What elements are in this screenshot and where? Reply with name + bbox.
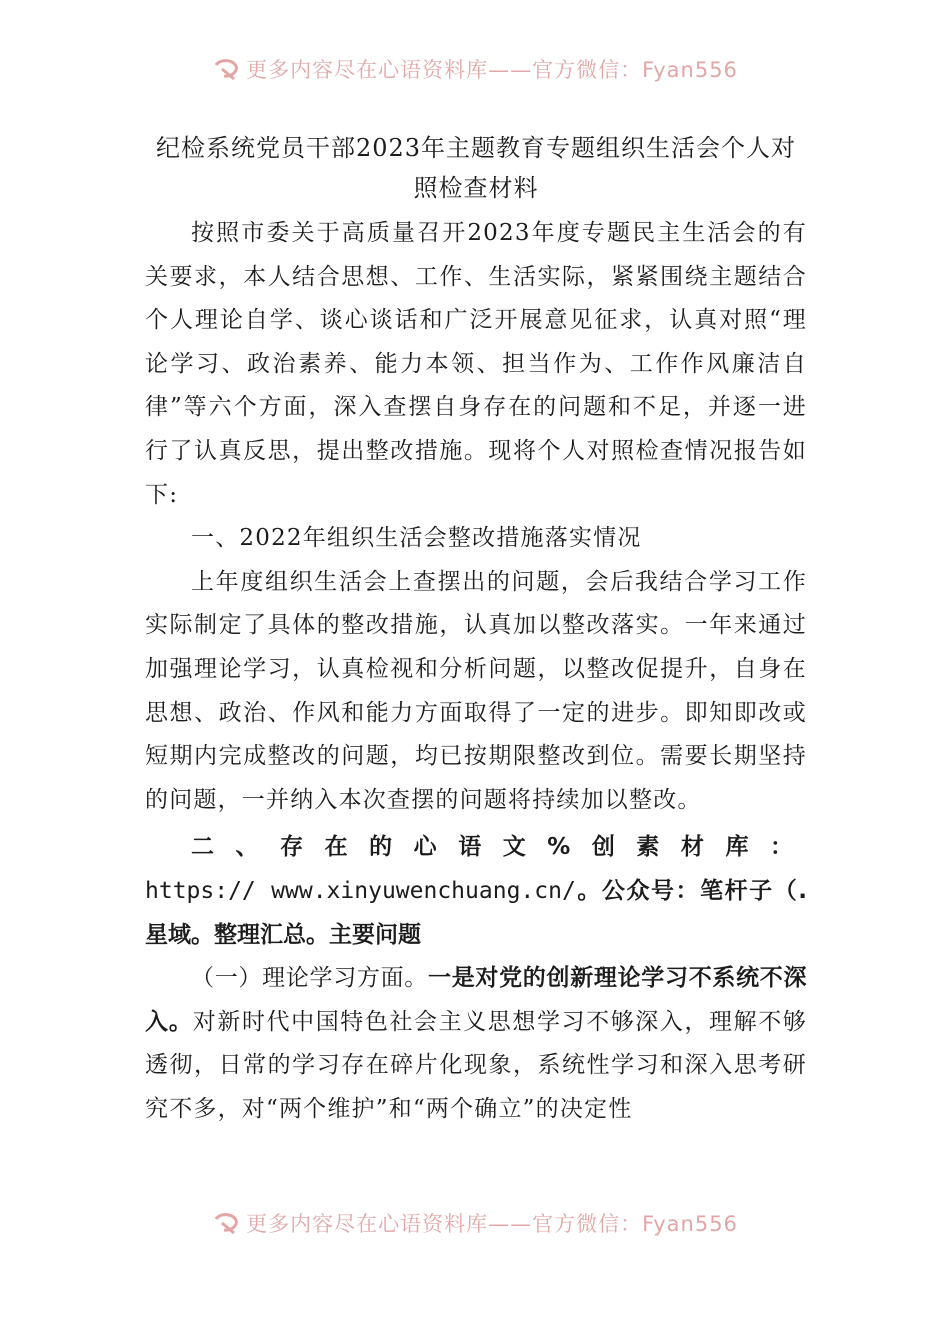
document-title: 纪检系统党员干部2023年主题教育专题组织生活会个人对照检查材料 <box>155 134 797 202</box>
subsection-1 <box>145 957 807 1131</box>
watermark-logo-icon <box>212 57 242 83</box>
watermark-header <box>0 52 950 86</box>
section-2-heading-suffix: 。公众号：笔杆子（.星域。整理汇总。主要问题 <box>145 877 807 948</box>
section-2-heading <box>145 826 807 957</box>
subsection-1-body: 对新时代中国特色社会主义思想学习不够深入，理解不够透彻，日常的学习存在碎片化现象，系统性学习和深入思考研究不多，对“两个维护”和“两个确立”的决定性 <box>145 1008 808 1122</box>
section-2-heading-url: https:// www.xinyuwenchuang.cn/ <box>145 877 576 904</box>
section-1-heading: 一、2022年组织生活会整改措施落实情况 <box>191 525 642 552</box>
watermark-text: 更多内容尽在心语资料库——官方微信：Fyan556 <box>246 1212 738 1236</box>
watermark-footer <box>0 1206 950 1240</box>
subsection-1-lead: （一）理论学习方面。 <box>191 965 428 992</box>
watermark-logo-icon <box>212 1211 242 1237</box>
watermark-text: 更多内容尽在心语资料库——官方微信：Fyan556 <box>246 58 738 82</box>
document-page <box>145 128 807 1131</box>
section-2-heading-text: 二、存在的心语文%创素材库： <box>191 834 807 861</box>
subsection-1-bold: 一是对党的创新理论学习不系统不深入。 <box>145 965 808 1035</box>
section-1-body: 上年度组织生活会上查摆出的问题，会后我结合学习工作实际制定了具体的整改措施，认真加以整改落实。一年来通过加强理论学习，认真检视和分析问题，以整改促提升，自身在思想、政治、作风和能力方面取得了一定的进步。即知即改或短期内完成整改的问题，均已按期限整改到位。需要长期坚持的问题，一并纳入本次查摆的问题将持续加以整改。 <box>145 568 807 813</box>
intro-paragraph: 按照市委关于高质量召开2023年度专题民主生活会的有关要求，本人结合思想、工作、生活实际，紧紧围绕主题结合个人理论自学、谈心谈话和广泛开展意见征求，认真对照“理论学习、政治素养、能力本领、担当作为、工作作风廉洁自律”等六个方面，深入查摆自身存在的问题和不足，并逐一进行了认真反思，提出整改措施。现将个人对照检查情况报告如下: <box>145 220 807 508</box>
